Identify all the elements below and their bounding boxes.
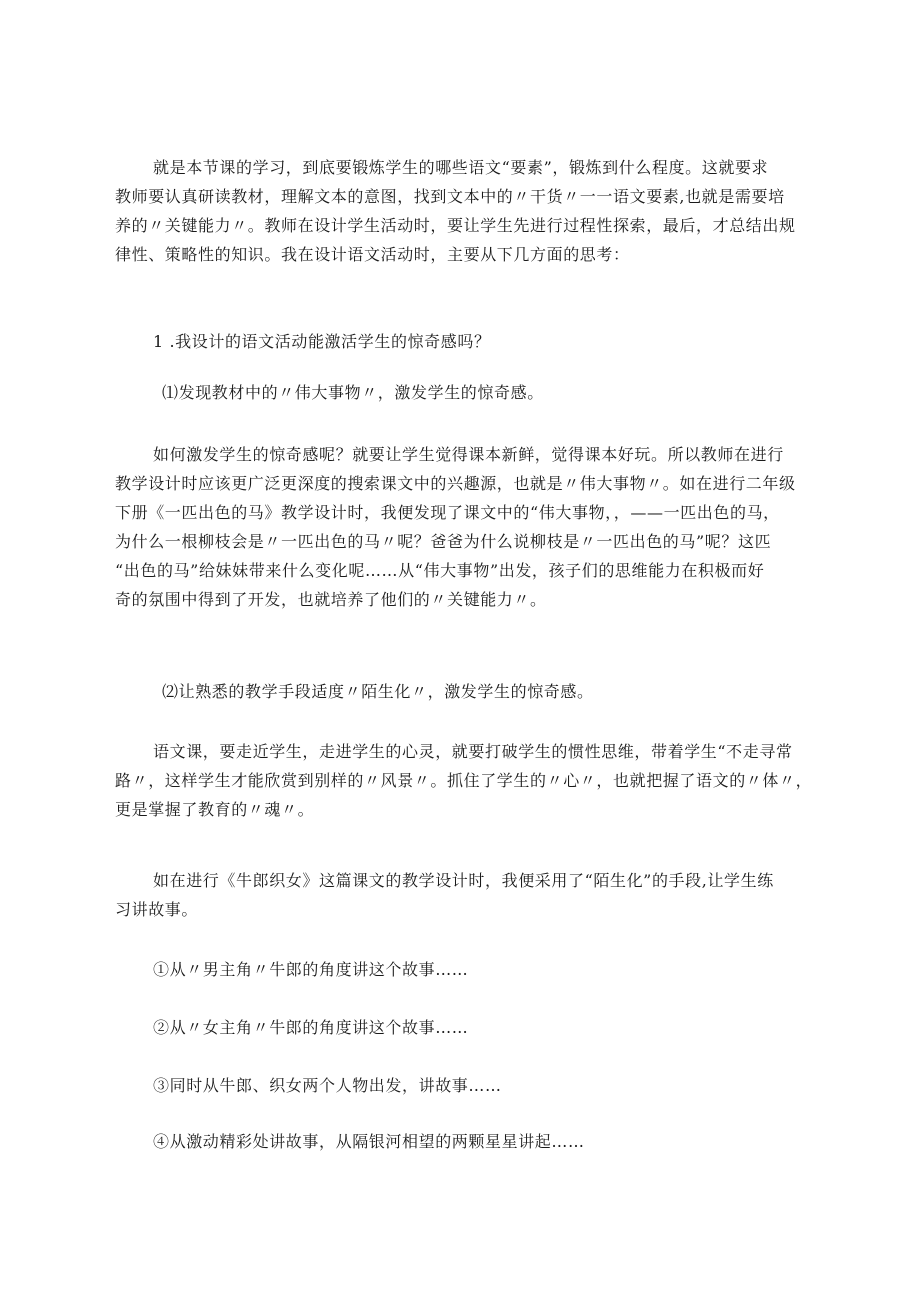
text-line: 习讲故事。 xyxy=(115,900,199,919)
list-item: ①从〃男主角〃牛郎的角度讲这个故事…… xyxy=(153,960,469,979)
text-line: 下册《一匹出色的马》教学设计时，我便发现了课文中的“伟大事物，，——一匹出色的马， xyxy=(115,503,780,522)
list-item: ④从激动精彩处讲故事，从隔银河相望的两颗星星讲起…… xyxy=(153,1132,585,1151)
paragraph-example xyxy=(115,866,815,924)
text-line: 教学设计时应该更广泛更深度的搜索课文中的兴趣源，也就是〃伟大事物〃。如在进行二年级 xyxy=(115,474,796,493)
paragraph-wonder xyxy=(115,440,815,614)
text-line: 路〃，这样学生才能欣赏到别样的〃风景〃。抓住了学生的〃心〃，也就把握了语文的〃体〃， xyxy=(115,771,813,790)
paragraph-defamiliarize xyxy=(115,737,815,824)
text-line: 如何激发学生的惊奇感呢？就要让学生觉得课本新鲜，觉得课本好玩。所以教师在进行 xyxy=(153,445,784,464)
subheading-1: ⑴发现教材中的〃伟大事物〃，激发学生的惊奇感。 xyxy=(162,383,544,402)
text-line: 如在进行《牛郎织女》这篇课文的教学设计时，我便采用了“陌生化”的手段,让学生练 xyxy=(153,871,774,890)
list-item: ③同时从牛郎、织女两个人物出发，讲故事…… xyxy=(153,1076,502,1095)
text-line: 语文课，要走近学生，走进学生的心灵，就要打破学生的惯性思维，带着学生“不走寻常 xyxy=(153,742,793,761)
list-item: ②从〃女主角〃牛郎的角度讲这个故事…… xyxy=(153,1018,469,1037)
text-line: 就是本节课的学习，到底要锻炼学生的哪些语文“要素”，锻炼到什么程度。这就要求 xyxy=(153,158,769,177)
paragraph-intro xyxy=(115,153,815,269)
subheading-2: ⑵让熟悉的教学手段适度〃陌生化〃，激发学生的惊奇感。 xyxy=(162,682,594,701)
text-line: 奇的氛围中得到了开发，也就培养了他们的〃关键能力〃。 xyxy=(115,590,547,609)
text-line: 律性、策略性的知识。我在设计语文活动时，主要从下几方面的思考： xyxy=(115,245,630,264)
text-line: 为什么一根柳枝会是〃一匹出色的马〃呢？爸爸为什么说柳枝是〃一匹出色的马”呢？这匹 xyxy=(115,532,772,551)
text-line: “出色的马”给妹妹带来什么变化呢……从“伟大事物”出发，孩子们的思维能力在积极而好 xyxy=(115,561,765,580)
section-heading-1: 1 .我设计的语文活动能激活学生的惊奇感吗？ xyxy=(153,332,491,351)
text-line: 养的〃关键能力〃。教师在设计学生活动时，要让学生先进行过程性探索，最后，才总结出规 xyxy=(115,216,796,235)
text-line: 更是掌握了教育的〃魂〃。 xyxy=(115,800,315,819)
text-line: 教师要认真研读教材，理解文本的意图，找到文本中的〃干货〃一一语文要素,也就是需要培 xyxy=(115,187,785,206)
